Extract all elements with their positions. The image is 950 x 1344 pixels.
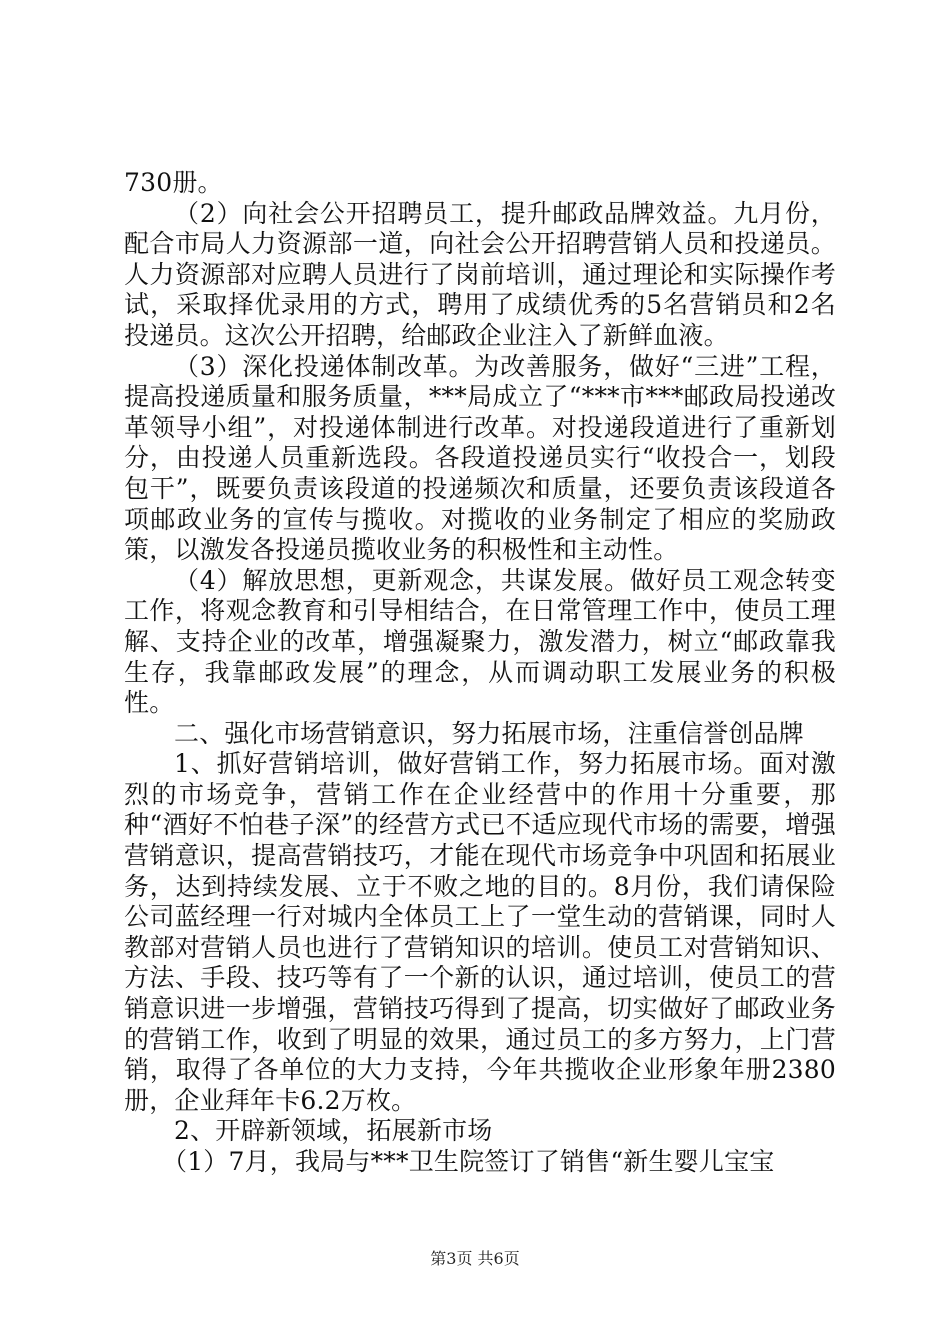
paragraph-recruitment: （2）向社会公开招聘员工，提升邮政品牌效益。九月份，配合市局人力资源部一道，向社会公开招聘营销人员和投递员。人力资源部对应聘人员进行了岗前培训，通过理论和实际操作考试，采取择优录用的方式，聘用了成绩优秀的5名营销员和2名投递员。这次公开招聘，给邮政企业注入了新鲜血液。 xyxy=(124,198,836,350)
subsection-heading-new-market: 2、开辟新领域，拓展新市场 xyxy=(174,1116,493,1146)
document-body xyxy=(124,168,836,1178)
paragraph-hospital-agreement: （1）7月，我局与***卫生院签订了销售“新生婴儿宝宝 xyxy=(162,1147,775,1176)
section-heading-marketing: 二、强化市场营销意识，努力拓展市场，注重信誉创品牌 xyxy=(174,718,805,748)
page-footer: 第3页 共6页 xyxy=(430,1249,520,1268)
paragraph-marketing-training: 1、抓好营销培训，做好营销工作，努力拓展市场。面对激烈的市场竞争，营销工作在企业经营中的作用十分重要，那种“酒好不怕巷子深”的经营方式已不适应现代市场的需要，增强营销意识，提高营销技巧，才能在现代市场竞争中巩固和拓展业务，达到持续发展、立于不败之地的目的。8月份，我们请保险公司蓝经理一行对城内全体员工上了一堂生动的营销课，同时人教部对营销人员也进行了营销知识的培训。使员工对营销知识、方法、手段、技巧等有了一个新的认识，通过培训，使员工的营销意识进一步增强，营销技巧得到了提高，切实做好了邮政业务的营销工作，收到了明显的效果，通过员工的多方努力，上门营销，取得了各单位的大力支持，今年共揽收企业形象年册2380册，企业拜年卡6.2万枚。 xyxy=(124,749,836,1115)
paragraph-mindset: （4）解放思想，更新观念，共谋发展。做好员工观念转变工作，将观念教育和引导相结合，在日常管理工作中，使员工理解、支持企业的改革，增强凝聚力，激发潜力，树立“邮政靠我生存，我靠邮政发展”的理念，从而调动职工发展业务的积极性。 xyxy=(124,565,836,718)
paragraph-delivery-reform: （3）深化投递体制改革。为改善服务，做好“三进”工程，提高投递质量和服务质量，***局成立了“***市***邮政局投递改革领导小组”，对投递体制进行改革。对投递段道进行了重新划分，由投递人员重新选段。各段道投递员实行“收投合一，划段包干”，既要负责该段道的投递频次和质量，还要负责该段道各项邮政业务的宣传与揽收。对揽收的业务制定了相应的奖励政策，以激发各投递员揽收业务的积极性和主动性。 xyxy=(124,351,836,565)
paragraph-continuation: 730册。 xyxy=(124,168,223,197)
